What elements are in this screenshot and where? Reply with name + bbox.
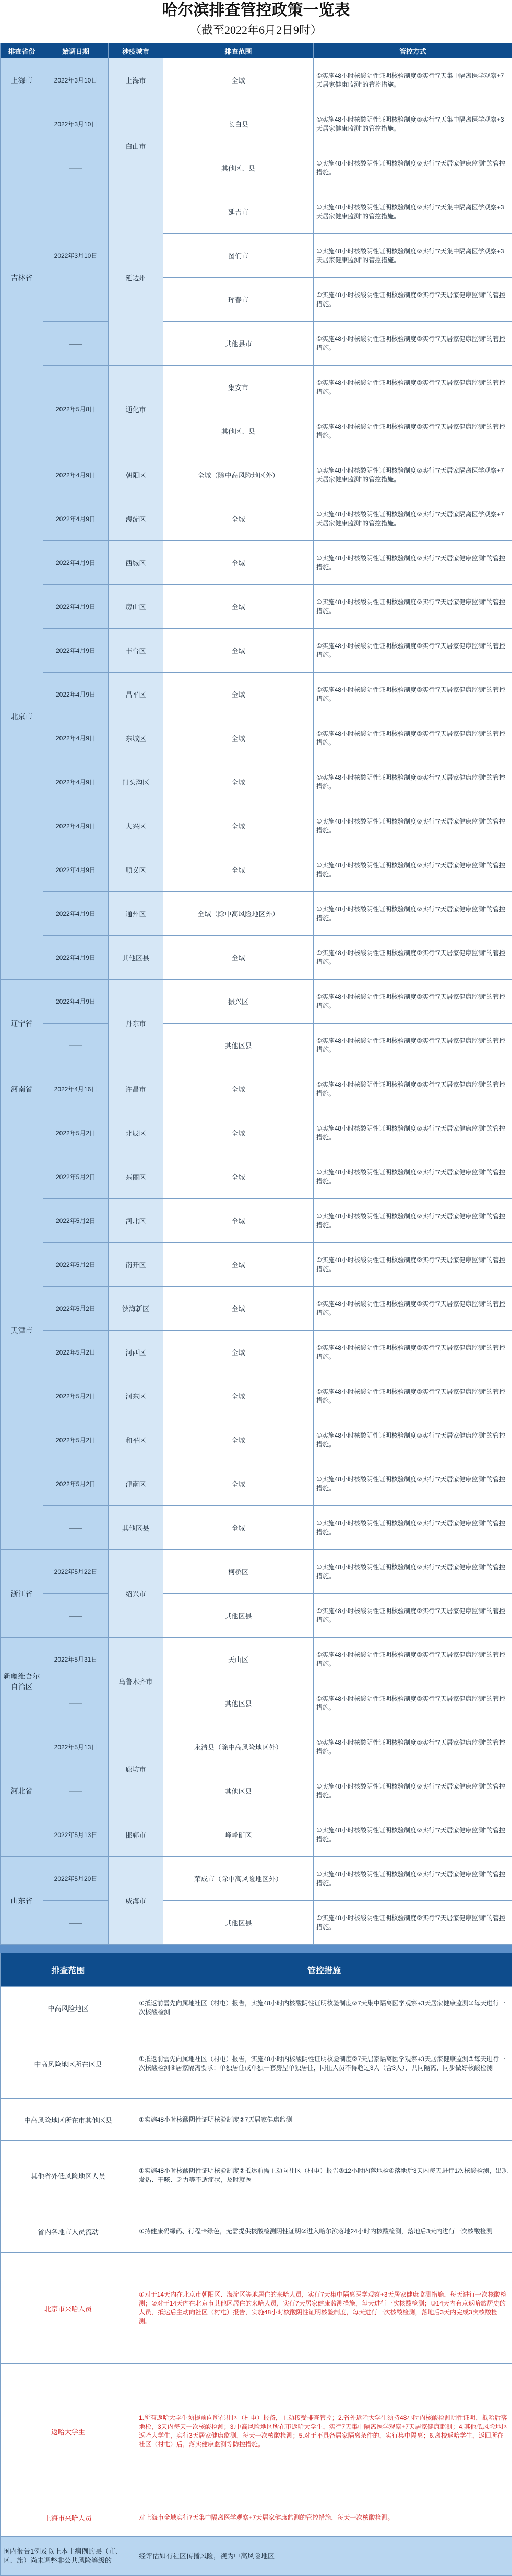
date-cell: 2022年5月13日 — [43, 1725, 109, 1769]
area-cell: 其他区县 — [163, 1901, 314, 1945]
area-cell: 全域 — [163, 716, 314, 760]
date-cell: 2022年4月9日 — [43, 629, 109, 673]
policy-scope-cell: 中高风险地区所在市其他区县 — [1, 2099, 136, 2141]
table-row — [1, 1594, 512, 1638]
date-cell: 2022年5月2日 — [43, 1111, 109, 1155]
province-cell: 辽宁省 — [1, 980, 43, 1067]
measures-cell: ①实施48小时核酸阴性证明核验制度②实行"7天居家健康监测"的管控措施。 — [314, 1901, 512, 1945]
measures-cell: ①实施48小时核酸阴性证明核验制度②实行"7天居家健康监测"的管控措施。 — [314, 1287, 512, 1331]
city-cell: 河北区 — [109, 1199, 163, 1243]
area-cell: 全域 — [163, 497, 314, 541]
policy-row — [1, 2253, 512, 2364]
area-cell: 永清县（除中高风险地区外） — [163, 1725, 314, 1769]
policy-measures-cell: ①实施48小时核酸阴性证明核验制度②7天居家健康监测 — [136, 2099, 512, 2141]
measures-cell: ①实施48小时核酸阴性证明核验制度②实行"7天居家健康监测"的管控措施。 — [314, 1769, 512, 1813]
city-cell: 许昌市 — [109, 1067, 163, 1111]
date-cell: 2022年5月20日 — [43, 1857, 109, 1901]
area-cell: 全域 — [163, 1243, 314, 1287]
table-row — [1, 1638, 512, 1681]
area-cell: 全域 — [163, 1462, 314, 1506]
area-cell: 全域 — [163, 1067, 314, 1111]
city-cell: 大兴区 — [109, 804, 163, 848]
table-row — [1, 629, 512, 673]
date-cell: 2022年5月31日 — [43, 1638, 109, 1681]
date-cell: 2022年4月9日 — [43, 673, 109, 716]
area-cell: 其他区县 — [163, 1769, 314, 1813]
date-cell: 2022年5月2日 — [43, 1155, 109, 1199]
province-cell: 上海市 — [1, 58, 43, 102]
province-cell: 北京市 — [1, 453, 43, 980]
city-cell: 顺义区 — [109, 848, 163, 892]
measures-cell: ①实施48小时核酸阴性证明核验制度②实行"7天集中隔离医学观察+3天居家健康监测"的管控措施。 — [314, 102, 512, 146]
col-policy: 管控措施 — [136, 1953, 512, 1987]
measures-cell: ①实施48小时核酸阴性证明核验制度②实行"7天居家健康监测"的管控措施。 — [314, 760, 512, 804]
table-row — [1, 892, 512, 936]
city-cell: 丰台区 — [109, 629, 163, 673]
city-cell: 威海市 — [109, 1857, 163, 1945]
table-row — [1, 146, 512, 190]
table-row — [1, 804, 512, 848]
city-cell: 房山区 — [109, 585, 163, 629]
area-cell: 全域 — [163, 1331, 314, 1374]
policy-measures-cell: 1.所有返哈大学生须提前向所在社区（村屯）报备，主动接受排查管控；2.省外返哈大学生须持48小时内核酸检测阴性证明，抵哈后落地检，3天内每天一次核酸检测；3.中高风险地区所在市返哈大学生，实行7天集中隔离医学观察+7天居家健康监测；4.其他低风险地区返哈大学生，实行3天居家健康监测，每天一次核酸检测；5.对于不具备居家隔离条件的，实行集中隔离；6.离校返哈学生，返回所在社区（村屯）后，落实健康监测等防控措施。 — [136, 2364, 512, 2499]
city-cell: 绍兴市 — [109, 1550, 163, 1638]
policy-scope-cell: 上海市来哈人员 — [1, 2499, 136, 2536]
city-cell: 通化市 — [109, 366, 163, 453]
col-city: 涉疫城市 — [109, 43, 163, 58]
table-row — [1, 1769, 512, 1813]
table-row — [1, 58, 512, 102]
measures-cell: ①实施48小时核酸阴性证明核验制度②实行"7天居家健康监测"的管控措施。 — [314, 409, 512, 453]
province-cell: 河北省 — [1, 1725, 43, 1857]
area-cell: 其他县市 — [163, 322, 314, 366]
table-row — [1, 1199, 512, 1243]
area-cell: 峰峰矿区 — [163, 1813, 314, 1857]
city-cell: 津南区 — [109, 1462, 163, 1506]
date-cell: 2022年5月8日 — [43, 366, 109, 453]
table-row — [1, 1681, 512, 1725]
measures-cell: ①实施48小时核酸阴性证明核验制度②实行"7天居家健康监测"的管控措施。 — [314, 1067, 512, 1111]
table-row — [1, 1243, 512, 1287]
city-cell: 北辰区 — [109, 1111, 163, 1155]
measures-cell: ①实施48小时核酸阴性证明核验制度②实行"7天居家健康监测"的管控措施。 — [314, 980, 512, 1024]
area-cell: 全域 — [163, 760, 314, 804]
area-cell: 全域 — [163, 585, 314, 629]
footer-table — [0, 2536, 512, 2576]
table-row — [1, 1067, 512, 1111]
city-cell: 门头沟区 — [109, 760, 163, 804]
measures-cell: ①实施48小时核酸阴性证明核验制度②实行"7天居家健康监测"的管控措施。 — [314, 892, 512, 936]
date-cell: 2022年4月9日 — [43, 980, 109, 1024]
table-row — [1, 673, 512, 716]
policy-measures-cell: ①对于14天内在北京市朝阳区、海淀区等地居住的来哈人员，实行7天集中隔离医学观察+3天居家健康监测措施，每天进行一次核酸检测；②对于14天内在北京市其他区居住的来哈人员，实行7天居家健康监测措施，每天进行一次核酸检测；③14天内有京返哈旅居史的人员，抵达后主动向社区（村屯）报告，实施48小时核酸阴性证明核验制度，每天进行一次核酸检测，落地后3天内完成3次核酸检测。 — [136, 2253, 512, 2364]
table-row — [1, 1331, 512, 1374]
city-cell: 滨海新区 — [109, 1287, 163, 1331]
table-row — [1, 936, 512, 980]
measures-cell: ①实施48小时核酸阴性证明核验制度②实行"7天居家健康监测"的管控措施。 — [314, 1506, 512, 1550]
date-cell: 2022年3月10日 — [43, 102, 109, 146]
col-measures: 管控方式 — [314, 43, 512, 58]
policy-row — [1, 1987, 512, 2029]
area-cell: 全域 — [163, 1418, 314, 1462]
date-cell: 2022年4月9日 — [43, 804, 109, 848]
measures-cell: ①实施48小时核酸阴性证明核验制度②实行"7天集中隔离医学观察+7天居家健康监测"的管控措施。 — [314, 58, 512, 102]
area-cell: 图们市 — [163, 234, 314, 278]
table-row — [1, 1725, 512, 1769]
measures-cell: ①实施48小时核酸阴性证明核验制度②实行"7天居家健康监测"的管控措施。 — [314, 1331, 512, 1374]
date-cell: 2022年3月10日 — [43, 58, 109, 102]
measures-cell: ①实施48小时核酸阴性证明核验制度②实行"7天集中隔离医学观察+3天居家健康监测"的管控措施。 — [314, 190, 512, 234]
date-cell: 2022年5月22日 — [43, 1550, 109, 1594]
province-cell: 山东省 — [1, 1857, 43, 1945]
table-row — [1, 541, 512, 585]
date-cell: 2022年5月2日 — [43, 1331, 109, 1374]
policy-measures-cell: 对上海市全域实行7天集中隔离医学观察+7天居家健康监测的管控措施，每天一次核酸检测。 — [136, 2499, 512, 2536]
table-row — [1, 366, 512, 409]
city-cell: 和平区 — [109, 1418, 163, 1462]
area-cell: 其他区、县 — [163, 409, 314, 453]
measures-cell: ①实施48小时核酸阴性证明核验制度②实行"7天居家健康监测"的管控措施。 — [314, 936, 512, 980]
date-cell: 2022年4月9日 — [43, 497, 109, 541]
policy-scope-cell: 返哈大学生 — [1, 2364, 136, 2499]
area-cell: 全域 — [163, 804, 314, 848]
measures-cell: ①实施48小时核酸阴性证明核验制度②实行"7天居家健康监测"的管控措施。 — [314, 1243, 512, 1287]
col-scope: 排查范围 — [1, 1953, 136, 1987]
table-row — [1, 1418, 512, 1462]
measures-cell: ①实施48小时核酸阴性证明核验制度②实行"7天居家健康监测"的管控措施。 — [314, 1638, 512, 1681]
measures-cell: ①实施48小时核酸阴性证明核验制度②实行"7天居家健康监测"的管控措施。 — [314, 804, 512, 848]
measures-cell: ①实施48小时核酸阴性证明核验制度②实行"7天居家健康监测"的管控措施。 — [314, 585, 512, 629]
policy-measures-cell: ①抵返前需先向属地社区（村屯）报告，实施48小时内核酸阴性证明核验制度②7天集中隔离医学观察+3天居家健康监测③每天进行一次核酸检测 — [136, 1987, 512, 2029]
area-cell: 长白县 — [163, 102, 314, 146]
date-cell: —— — [43, 322, 109, 366]
area-cell: 柯桥区 — [163, 1550, 314, 1594]
area-cell: 荣成市（除中高风险地区外） — [163, 1857, 314, 1901]
area-cell: 全域 — [163, 58, 314, 102]
area-cell: 其他区县 — [163, 1594, 314, 1638]
policy-table-header — [1, 1953, 512, 1987]
date-cell: —— — [43, 1901, 109, 1945]
measures-cell: ①实施48小时核酸阴性证明核验制度②实行"7天居家健康监测"的管控措施。 — [314, 716, 512, 760]
date-cell: 2022年5月2日 — [43, 1462, 109, 1506]
city-cell: 廊坊市 — [109, 1725, 163, 1813]
date-cell: 2022年4月9日 — [43, 760, 109, 804]
date-cell: 2022年3月10日 — [43, 190, 109, 322]
policy-measures-cell: ①持健康码绿码、行程卡绿色，无需提供核酸检测阴性证明②进入哈尔滨落地24小时内核酸检测，落地后3天内进行一次核酸检测 — [136, 2210, 512, 2253]
area-cell: 全域（除中高风险地区外） — [163, 453, 314, 497]
measures-cell: ①实施48小时核酸阴性证明核验制度②实行"7天居家健康监测"的管控措施。 — [314, 673, 512, 716]
city-cell: 其他区县 — [109, 1506, 163, 1550]
area-cell: 全域 — [163, 848, 314, 892]
table-row — [1, 716, 512, 760]
city-cell: 丹东市 — [109, 980, 163, 1067]
city-cell: 其他区县 — [109, 936, 163, 980]
measures-cell: ①实施48小时核酸阴性证明核验制度②实行"7天居家健康监测"的管控措施。 — [314, 1857, 512, 1901]
date-cell: —— — [43, 1769, 109, 1813]
policy-scope-cell: 其他省外低风险地区人员 — [1, 2141, 136, 2210]
city-cell: 东城区 — [109, 716, 163, 760]
policy-measures-cell: ①实施48小时核酸阴性证明核验制度②抵达前需主动向社区（村屯）报告③12小时内落地检④落地后3天内每天进行1次核酸检测，出现发热、干咳、乏力等不适症状，及时就医 — [136, 2141, 512, 2210]
city-cell: 河西区 — [109, 1331, 163, 1374]
table-row — [1, 980, 512, 1024]
table-row — [1, 1024, 512, 1067]
measures-cell: ①实施48小时核酸阴性证明核验制度②实行"7天居家健康监测"的管控措施。 — [314, 1199, 512, 1243]
measures-cell: ①实施48小时核酸阴性证明核验制度②实行"7天居家健康监测"的管控措施。 — [314, 848, 512, 892]
area-cell: 振兴区 — [163, 980, 314, 1024]
table-row — [1, 1287, 512, 1331]
measures-cell: ①实施48小时核酸阴性证明核验制度②实行"7天居家健康监测"的管控措施。 — [314, 541, 512, 585]
area-cell: 其他区、县 — [163, 146, 314, 190]
table-row — [1, 1813, 512, 1857]
policy-scope-cell: 省内各地市人员流动 — [1, 2210, 136, 2253]
measures-cell: ①实施48小时核酸阴性证明核验制度②实行"7天居家健康监测"的管控措施。 — [314, 1813, 512, 1857]
date-cell: 2022年4月9日 — [43, 848, 109, 892]
date-cell: —— — [43, 1594, 109, 1638]
measures-cell: ①实施48小时核酸阴性证明核验制度②实行"7天居家健康监测"的管控措施。 — [314, 1725, 512, 1769]
city-cell: 昌平区 — [109, 673, 163, 716]
city-cell: 白山市 — [109, 102, 163, 190]
table-row — [1, 1111, 512, 1155]
policy-row — [1, 2499, 512, 2536]
page-title: 哈尔滨排查管控政策一览表 — [0, 0, 512, 21]
area-cell: 全域 — [163, 1111, 314, 1155]
policy-scope-cell: 中高风险地区 — [1, 1987, 136, 2029]
policy-table — [0, 1945, 512, 2536]
page-subtitle: （截至2022年6月2日9时） — [0, 21, 512, 40]
area-cell: 其他区县 — [163, 1024, 314, 1067]
col-area: 排查范围 — [163, 43, 314, 58]
area-cell: 全域 — [163, 673, 314, 716]
policy-scope-cell: 中高风险地区所在区县 — [1, 2029, 136, 2099]
area-cell: 全域 — [163, 541, 314, 585]
measures-cell: ①实施48小时核酸阴性证明核验制度②实行"7天居家健康监测"的管控措施。 — [314, 1111, 512, 1155]
area-cell: 全域（除中高风险地区外） — [163, 892, 314, 936]
city-cell: 海淀区 — [109, 497, 163, 541]
table-row — [1, 585, 512, 629]
table-row — [1, 1506, 512, 1550]
date-cell: 2022年4月9日 — [43, 453, 109, 497]
table-row — [1, 760, 512, 804]
policy-row — [1, 2099, 512, 2141]
table-row — [1, 1462, 512, 1506]
city-cell: 朝阳区 — [109, 453, 163, 497]
province-cell: 浙江省 — [1, 1550, 43, 1638]
province-cell: 新疆维吾尔自治区 — [1, 1638, 43, 1725]
measures-cell: ①实施48小时核酸阴性证明核验制度②实行"7天居家健康监测"的管控措施。 — [314, 1681, 512, 1725]
date-cell: —— — [43, 146, 109, 190]
table-row — [1, 102, 512, 146]
city-cell: 南开区 — [109, 1243, 163, 1287]
date-cell: 2022年5月2日 — [43, 1243, 109, 1287]
footer-row — [1, 2537, 512, 2576]
policy-row — [1, 2210, 512, 2253]
measures-cell: ①实施48小时核酸阴性证明核验制度②实行"7天居家健康监测"的管控措施。 — [314, 1024, 512, 1067]
date-cell: 2022年4月9日 — [43, 541, 109, 585]
table-row — [1, 1901, 512, 1945]
area-cell: 全域 — [163, 1155, 314, 1199]
policy-row — [1, 2141, 512, 2210]
policy-measures-cell: ①抵返前需先向属地社区（村屯）报告，实施48小时内核酸阴性证明核验制度②7天居家隔离医学观察+3天居家健康监测③每天进行一次核酸检测④居家隔离要求：单独居住或单独一套房屋单独居住，同住人员不得超过3人（含3人），共同隔离，同步做好核酸检测 — [136, 2029, 512, 2099]
measures-cell: ①实施48小时核酸阴性证明核验制度②实行"7天居家健康监测"的管控措施。 — [314, 629, 512, 673]
area-cell: 全域 — [163, 936, 314, 980]
col-date: 始调日期 — [43, 43, 109, 58]
area-cell: 其他区县 — [163, 1681, 314, 1725]
city-cell: 乌鲁木齐市 — [109, 1638, 163, 1725]
table-row — [1, 1857, 512, 1901]
area-cell: 全域 — [163, 629, 314, 673]
col-province: 排查省份 — [1, 43, 43, 58]
measures-cell: ①实施48小时核酸阴性证明核验制度②实行"7天居家健康监测"的管控措施。 — [314, 322, 512, 366]
area-cell: 天山区 — [163, 1638, 314, 1681]
measures-cell: ①实施48小时核酸阴性证明核验制度②实行"7天居家健康监测"的管控措施。 — [314, 1550, 512, 1594]
table-row — [1, 497, 512, 541]
province-cell: 吉林省 — [1, 102, 43, 453]
province-cell: 天津市 — [1, 1111, 43, 1550]
footer-left: 国内报告1例及以上本土病例的县（市、区、旗）尚未调整非公共风险等级的 — [1, 2537, 136, 2576]
date-cell: 2022年4月16日 — [43, 1067, 109, 1111]
area-cell: 全域 — [163, 1506, 314, 1550]
region-table-body — [1, 58, 512, 1945]
city-cell: 延边州 — [109, 190, 163, 366]
date-cell: —— — [43, 1506, 109, 1550]
table-row — [1, 453, 512, 497]
date-cell: 2022年4月9日 — [43, 892, 109, 936]
measures-cell: ①实施48小时核酸阴性证明核验制度②实行"7天居家健康监测"的管控措施。 — [314, 1594, 512, 1638]
area-cell: 珲春市 — [163, 278, 314, 322]
date-cell: 2022年4月9日 — [43, 716, 109, 760]
measures-cell: ①实施48小时核酸阴性证明核验制度②实行"7天居家健康监测"的管控措施。 — [314, 1374, 512, 1418]
city-cell: 河东区 — [109, 1374, 163, 1418]
measures-cell: ①实施48小时核酸阴性证明核验制度②实行"7天居家健康监测"的管控措施。 — [314, 146, 512, 190]
footer-right: 经评估如有社区传播风险，视为中高风险地区 — [136, 2537, 512, 2576]
table-row — [1, 848, 512, 892]
city-cell: 通州区 — [109, 892, 163, 936]
date-cell: 2022年4月9日 — [43, 585, 109, 629]
table-row — [1, 1155, 512, 1199]
policy-table-body — [1, 1987, 512, 2536]
area-cell: 全域 — [163, 1374, 314, 1418]
measures-cell: ①实施48小时核酸阴性证明核验制度②实行"7天居家健康监测"的管控措施。 — [314, 278, 512, 322]
city-cell: 上海市 — [109, 58, 163, 102]
date-cell: 2022年5月2日 — [43, 1287, 109, 1331]
region-table — [0, 43, 512, 1945]
measures-cell: ①实施48小时核酸阴性证明核验制度②实行"7天居家健康监测"的管控措施。 — [314, 1155, 512, 1199]
measures-cell: ①实施48小时核酸阴性证明核验制度②实行"7天居家健康监测"的管控措施。 — [314, 1462, 512, 1506]
city-cell: 东丽区 — [109, 1155, 163, 1199]
policy-scope-cell: 北京市来哈人员 — [1, 2253, 136, 2364]
measures-cell: ①实施48小时核酸阴性证明核验制度②实行"7天集中隔离医学观察+3天居家健康监测"的管控措施。 — [314, 234, 512, 278]
date-cell: 2022年5月13日 — [43, 1813, 109, 1857]
date-cell: —— — [43, 1024, 109, 1067]
date-cell: 2022年5月2日 — [43, 1374, 109, 1418]
measures-cell: ①实施48小时核酸阴性证明核验制度②实行"7天居家隔离医学观察+7天居家健康监测"的管控措施。 — [314, 497, 512, 541]
area-cell: 延吉市 — [163, 190, 314, 234]
date-cell: 2022年4月9日 — [43, 936, 109, 980]
area-cell: 集安市 — [163, 366, 314, 409]
table-row — [1, 1550, 512, 1594]
region-table-header — [1, 43, 512, 58]
measures-cell: ①实施48小时核酸阴性证明核验制度②实行"7天居家健康监测"的管控措施。 — [314, 366, 512, 409]
table-row — [1, 1374, 512, 1418]
date-cell: —— — [43, 1681, 109, 1725]
table-row — [1, 322, 512, 366]
area-cell: 全域 — [163, 1199, 314, 1243]
policy-row — [1, 2029, 512, 2099]
measures-cell: ①实施48小时核酸阴性证明核验制度②实行"7天居家健康监测"的管控措施。 — [314, 1418, 512, 1462]
section-band — [1, 1945, 512, 1953]
measures-cell: ①实施48小时核酸阴性证明核验制度②实行"7天居家隔离医学观察+7天居家健康监测"的管控措施。 — [314, 453, 512, 497]
table-row — [1, 190, 512, 234]
policy-row — [1, 2364, 512, 2499]
city-cell: 邯郸市 — [109, 1813, 163, 1857]
date-cell: 2022年5月2日 — [43, 1418, 109, 1462]
date-cell: 2022年5月2日 — [43, 1199, 109, 1243]
province-cell: 河南省 — [1, 1067, 43, 1111]
area-cell: 全域 — [163, 1287, 314, 1331]
city-cell: 西城区 — [109, 541, 163, 585]
